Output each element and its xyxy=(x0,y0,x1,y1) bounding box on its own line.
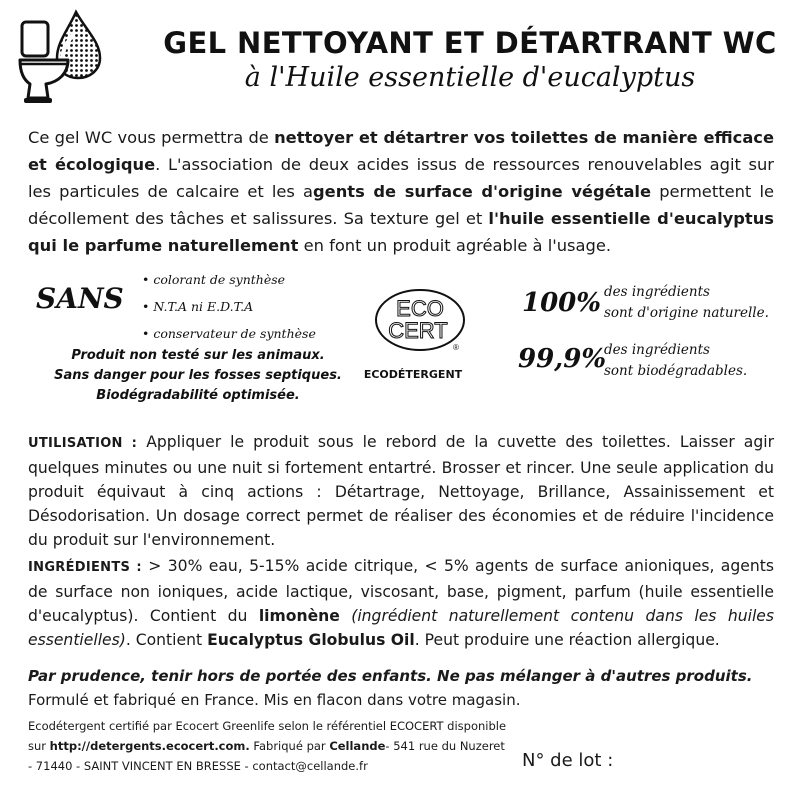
ecocert-line1: ECO xyxy=(396,296,444,321)
ecocert-label: ECODÉTERGENT xyxy=(363,368,463,381)
usage-label: UTILISATION : xyxy=(28,436,138,451)
note-line: Biodégradabilité optimisée. xyxy=(96,388,300,403)
stat-line: sont d'origine naturelle. xyxy=(604,305,769,321)
sans-item: • N.T.A ni E.D.T.A xyxy=(142,293,316,320)
contact-email-link[interactable]: contact@cellande.fr xyxy=(252,759,368,773)
stat-line: des ingrédients xyxy=(604,284,710,300)
safety-warning xyxy=(28,664,774,712)
stat-line: des ingrédients xyxy=(604,342,710,358)
warning-text: Par prudence, tenir hors de portée des enfants. Ne pas mélanger à d'autres produits. xyxy=(28,667,753,685)
sans-item: • colorant de synthèse xyxy=(142,266,316,293)
ecocert-link[interactable]: http://detergents.ecocert.com. xyxy=(49,739,250,753)
sans-list xyxy=(142,266,316,347)
stat-percent-natural: 100% xyxy=(522,288,601,318)
note-line: Produit non testé sur les animaux. xyxy=(71,348,325,363)
sans-heading: SANS xyxy=(36,282,124,315)
stat-percent-biodegradable: 99,9% xyxy=(518,344,607,374)
stat-line: sont biodégradables. xyxy=(604,363,748,379)
lot-number-label: N° de lot : xyxy=(522,750,614,771)
origin-text: Formulé et fabriqué en France. Mis en flacon dans votre magasin. xyxy=(28,691,521,709)
toilet-with-water-drop-icon xyxy=(14,8,106,108)
product-notes xyxy=(28,346,368,406)
manufacturer-info: Ecodétergent certifié par Ecocert Greenlife selon le référentiel ECOCERT disponible sur http://detergents.ecocert.com. Fabriqué par Cellande- 541 rue du Nuzeret - 71440 - SAINT VINCENT EN BRESSE - contact@cellande.fr xyxy=(28,719,507,773)
product-subtitle: à l'Huile essentielle d'eucalyptus xyxy=(244,62,696,93)
sans-item: • conservateur de synthèse xyxy=(142,320,316,347)
ecocert-line2: CERT xyxy=(388,318,448,343)
ecocert-logo xyxy=(370,284,470,354)
usage-instructions: UTILISATION : Appliquer le produit sous le rebord de la cuvette des toilettes. Laisser agir quelques minutes ou une nuit si fortement entartré. Brosser et rincer. Une seule application du produit équivaut à cinq actions : Détartrage, Nettoyage, Brillance, Assainissement et Désodorisation. Un dosage correct permet de réaliser des économies et de réduire l'incidence du produit sur l'environnement. xyxy=(28,433,774,549)
stat-text-natural xyxy=(604,282,769,324)
stat-text-biodegradable xyxy=(604,340,747,382)
ingredients-list: INGRÉDIENTS : > 30% eau, 5-15% acide citrique, < 5% agents de surface anioniques, agents de surface non ioniques, acide lactique, viscosant, base, pigment, parfum (huile essentielle d'eucalyptus). Contient du limonène (ingrédient naturellement contenu dans les huiles essentielles). Contient Eucalyptus Globulus Oil. Peut produire une réaction allergique. xyxy=(28,557,774,649)
product-description: Ce gel WC vous permettra de nettoyer et détartrer vos toilettes de manière efficace et écologique. L'association de deux acides issus de ressources renouvelables agit sur les particules de calcaire et les agents de surface d'origine végétale permettent le décollement des tâches et salissures. Sa texture gel et l'huile essentielle d'eucalyptus qui le parfume naturellement en font un produit agréable à l'usage. xyxy=(28,128,775,255)
registered-mark: ® xyxy=(453,343,459,352)
note-line: Sans danger pour les fosses septiques. xyxy=(54,368,342,383)
ingredients-label: INGRÉDIENTS : xyxy=(28,560,142,575)
product-title: GEL NETTOYANT ET DÉTARTRANT WC xyxy=(163,26,777,60)
